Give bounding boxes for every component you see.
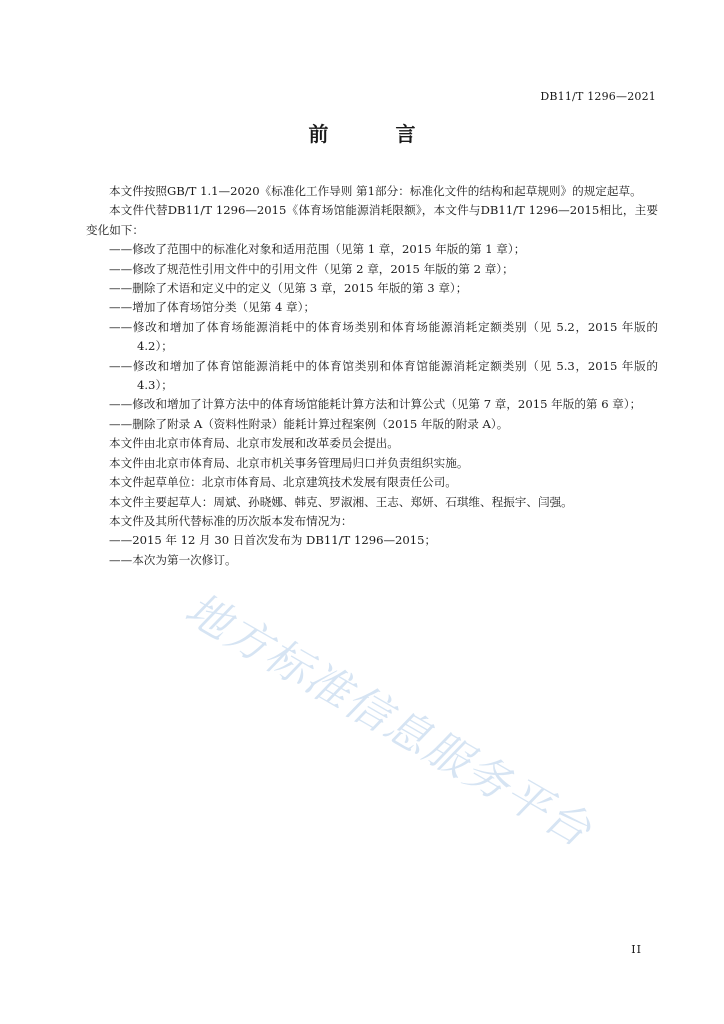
page-title: 前 言	[308, 122, 446, 146]
paragraph-drafters: 本文件主要起草人：周斌、孙晓娜、韩克、罗淑湘、王志、郑妍、石琪维、程振宇、闫强。	[109, 494, 573, 509]
watermark-text: 地方标准信息服务平台	[176, 583, 601, 858]
paragraph-basis: 本文件按照GB/T 1.1—2020《标准化工作导则 第1部分：标准化文件的结构和起草规则》的规定起草。	[109, 184, 642, 198]
paragraph-replacement: 本文件代替DB11/T 1296—2015《体育场馆能源消耗限额》，本文件与DB11/T 1296—2015相比，主要变化如下：	[86, 203, 658, 237]
history-item: ——2015 年 12 月 30 日首次发布为 DB11/T 1296—2015；	[109, 533, 437, 548]
change-item: ——修改和增加了体育馆能源消耗中的体育馆类别和体育馆能源消耗定额类别（见 5.3，2015 年版的 4.3）；	[109, 358, 658, 393]
change-item: ——修改和增加了计算方法中的体育场馆能耗计算方法和计算公式（见第 7 章，2015 年版的第 6 章）；	[109, 397, 642, 412]
standard-code: DB11/T 1296—2021	[540, 90, 656, 103]
change-item: ——修改了范围中的标准化对象和适用范围（见第 1 章，2015 年版的第 1 章）；	[109, 242, 526, 257]
foreword-body	[86, 182, 658, 570]
change-item: ——删除了术语和定义中的定义（见第 3 章，2015 年版的第 3 章）；	[109, 281, 468, 296]
change-item: ——修改和增加了体育场能源消耗中的体育场类别和体育场能源消耗定额类别（见 5.2，2015 年版的 4.2）；	[109, 319, 658, 354]
paragraph-drafting-units: 本文件起草单位：北京市体育局、北京建筑技术发展有限责任公司。	[109, 475, 457, 490]
page-number: II	[631, 943, 642, 956]
history-item: ——本次为第一次修订。	[109, 552, 237, 567]
change-item: ——修改了规范性引用文件中的引用文件（见第 2 章，2015 年版的第 2 章）；	[109, 261, 514, 276]
paragraph-history-intro: 本文件及其所代替标准的历次版本发布情况为：	[109, 513, 353, 528]
change-item: ——删除了附录 A（资料性附录）能耗计算过程案例（2015 年版的附录 A）。	[109, 416, 509, 431]
paragraph-proposer: 本文件由北京市体育局、北京市发展和改革委员会提出。	[109, 436, 399, 451]
paragraph-organizer: 本文件由北京市体育局、北京市机关事务管理局归口并负责组织实施。	[109, 455, 469, 470]
change-item: ——增加了体育场馆分类（见第 4 章）；	[109, 300, 316, 315]
